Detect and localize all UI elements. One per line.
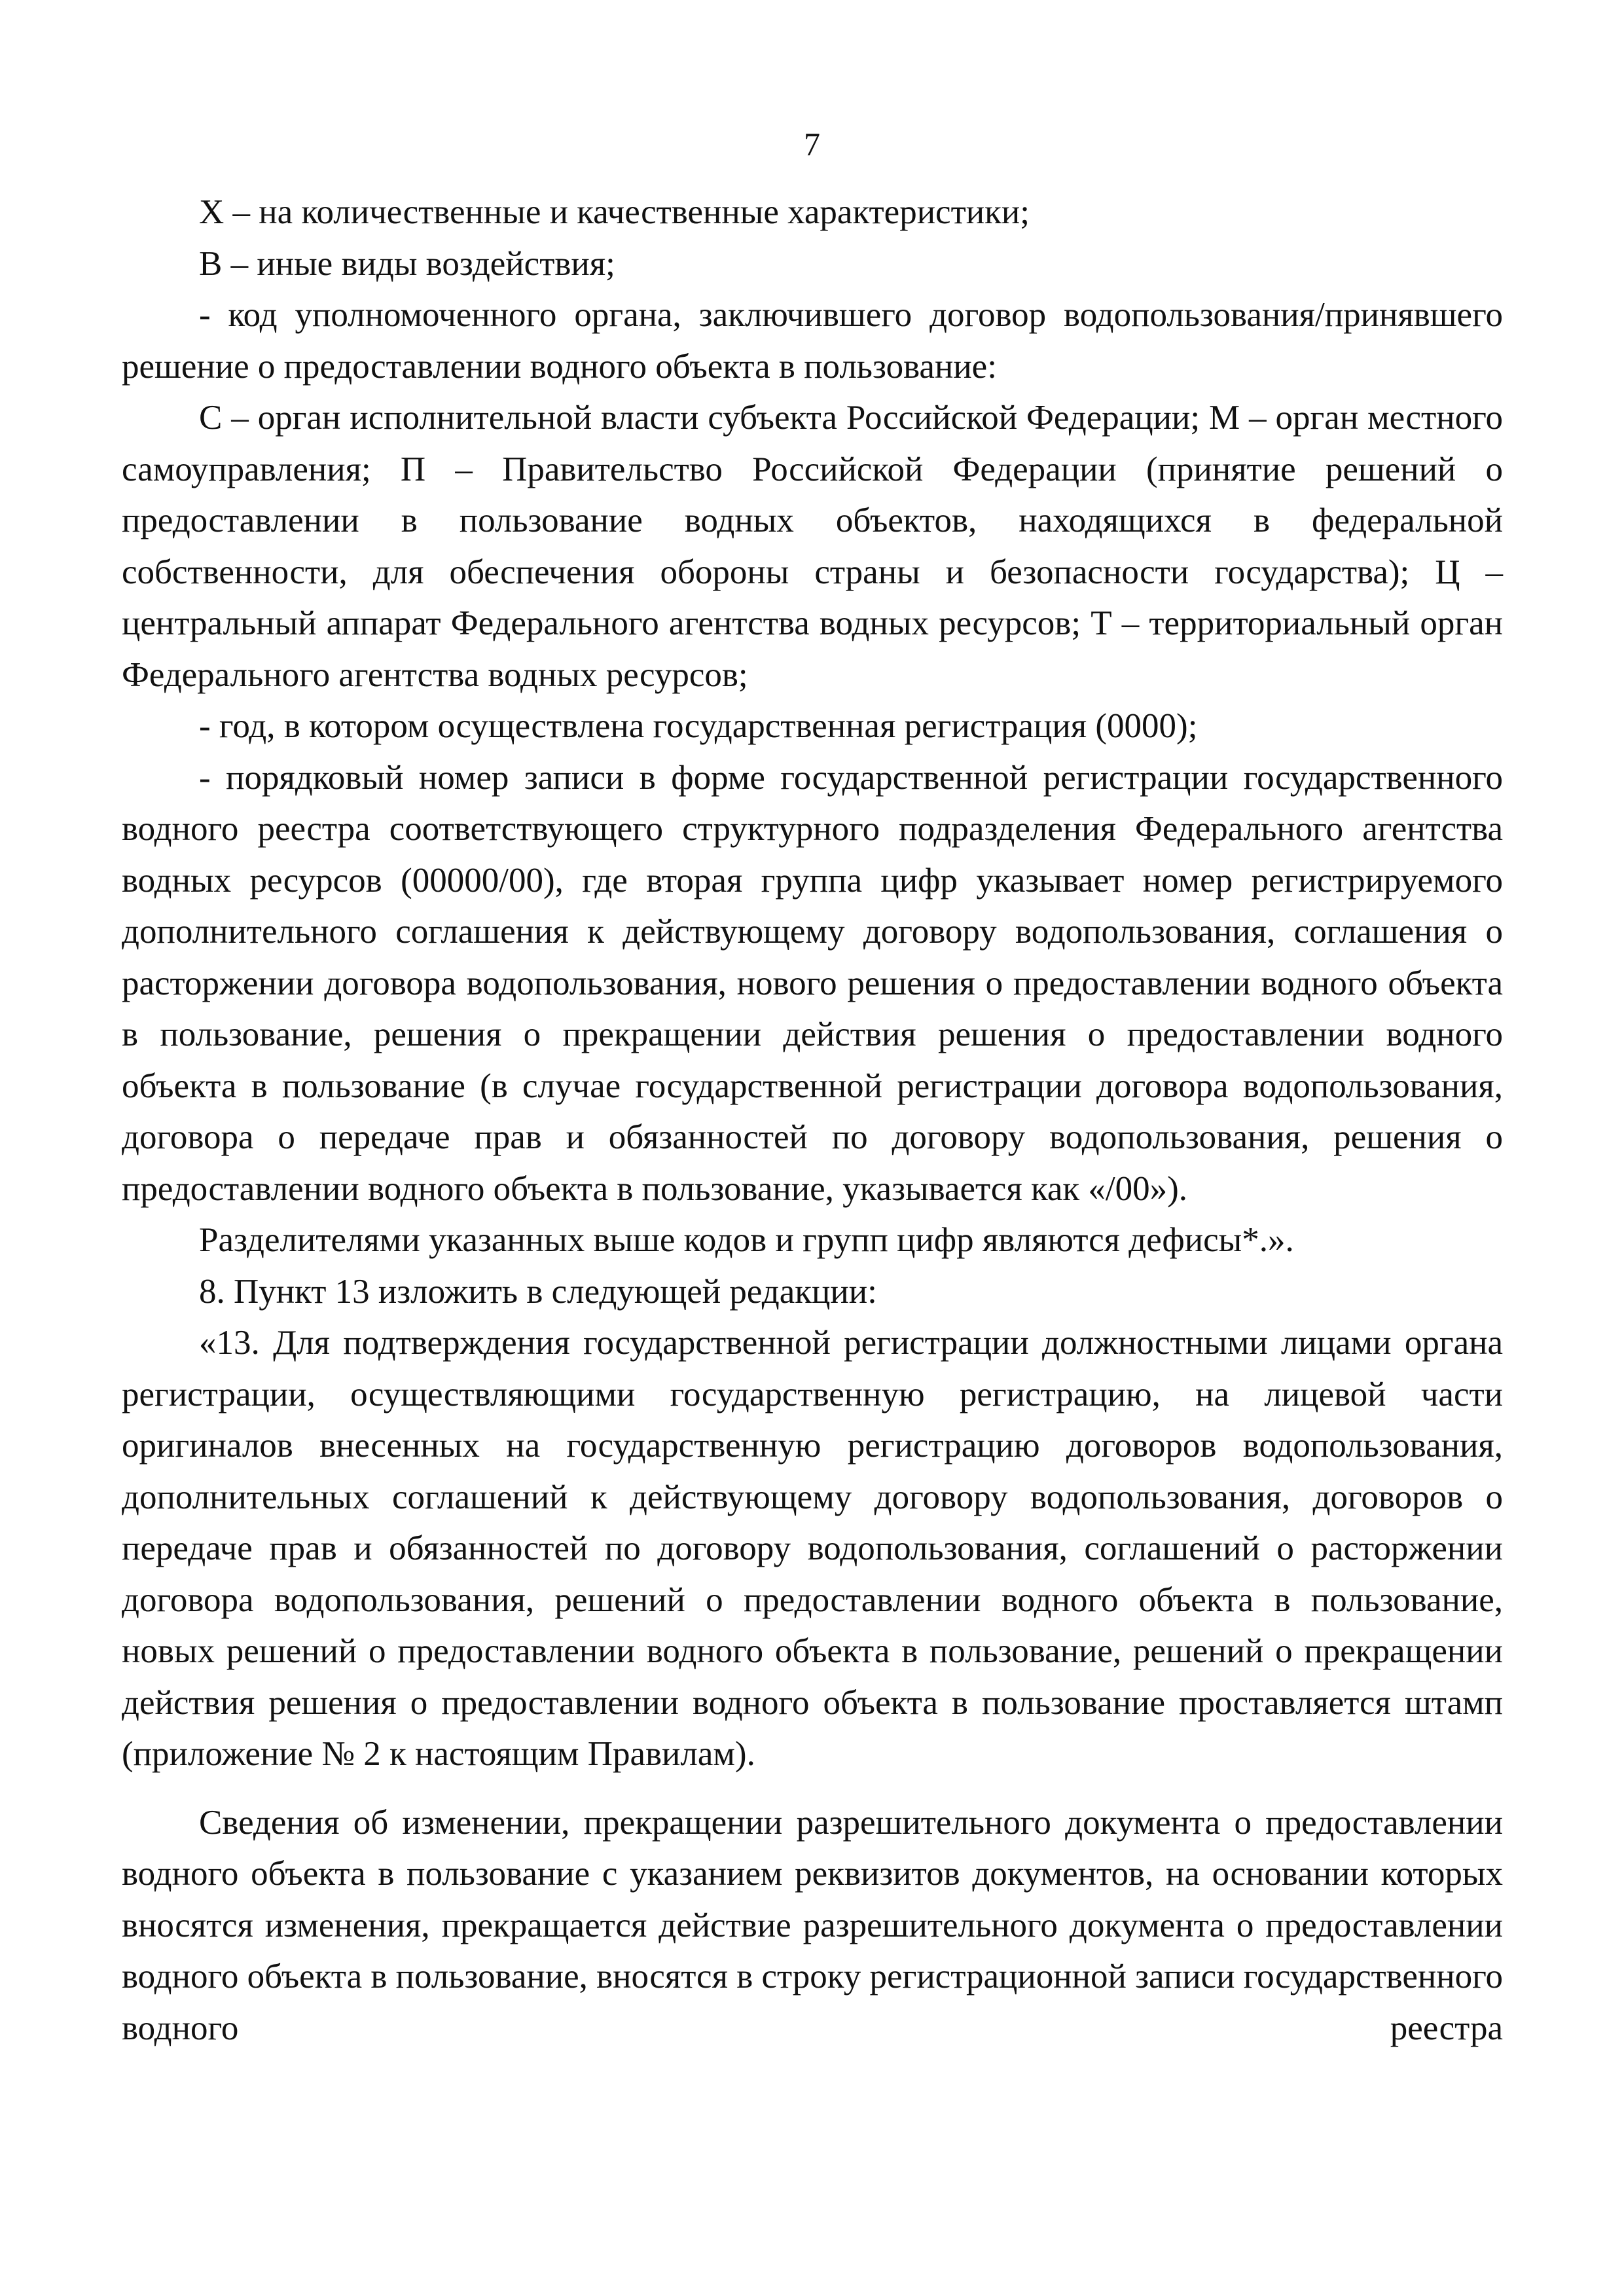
- paragraph-record-number: - порядковый номер записи в форме государственной регистрации государственного водного реестра соответствующего структурного подразделения Федерального агентства водных ресурсов (00000/00), где вторая группа цифр указывает номер регистрируемого дополнительного соглашения к действующему договору водопользования, соглашения о расторжении договора водопользования, нового решения о предоставлении водного объекта в пользование, решения о прекращении действия решения о предоставлении водного объекта в пользование (в случае государственной регистрации договора водопользования, договора о передаче прав и обязанностей по договору водопользования, решения о предоставлении водного объекта в пользование, указывается как «/00»).: [122, 758, 1503, 1208]
- page-number: 7: [804, 126, 820, 162]
- paragraph-registration-year: - год, в котором осуществлена государственная регистрация (0000);: [199, 707, 1198, 745]
- paragraph-other-impacts: В – иные виды воздействия;: [199, 244, 615, 283]
- paragraph-characteristics: Х – на количественные и качественные характеристики;: [199, 193, 1030, 231]
- paragraph-separators: Разделителями указанных выше кодов и групп цифр являются дефисы*.».: [199, 1221, 1294, 1259]
- paragraph-item-13: «13. Для подтверждения государственной регистрации должностными лицами органа регистрации, осуществляющими государственную регистрацию, на лицевой части оригиналов внесенных на государственную регистрацию договоров водопользования, дополнительных соглашений к действующему договору водопользования, договоров о передаче прав и обязанностей по договору водопользования, соглашений о расторжении договора водопользования, решений о предоставлении водного объекта в пользование, новых решений о предоставлении водного объекта в пользование, решений о прекращении действия решения о предоставлении водного объекта в пользование проставляется штамп (приложение № 2 к настоящим Правилам).: [122, 1324, 1503, 1773]
- paragraph-changes-info: Сведения об изменении, прекращении разрешительного документа о предоставлении водного объекта в пользование с указанием реквизитов документов, на основании которых вносятся изменения, прекращается действие разрешительного документа о предоставлении водного объекта в пользование, вносятся в строку регистрационной записи государственного водного реестра: [122, 1803, 1504, 2047]
- paragraph-authority-code: - код уполномоченного органа, заключившего договор водопользования/принявшего решение о предоставлении водного объекта в пользование:: [122, 296, 1503, 386]
- document-body: [122, 187, 1503, 2054]
- paragraph-authority-types: С – орган исполнительной власти субъекта Российской Федерации; М – орган местного самоуправления; П – Правительство Российской Федерации (принятие решений о предоставлении в пользование водных объектов, находящихся в федеральной собственности, для обеспечения обороны страны и безопасности государства); Ц – центральный аппарат Федерального агентства водных ресурсов; Т – территориальный орган Федерального агентства водных ресурсов;: [122, 399, 1503, 694]
- paragraph-item-8: 8. Пункт 13 изложить в следующей редакции:: [199, 1272, 877, 1311]
